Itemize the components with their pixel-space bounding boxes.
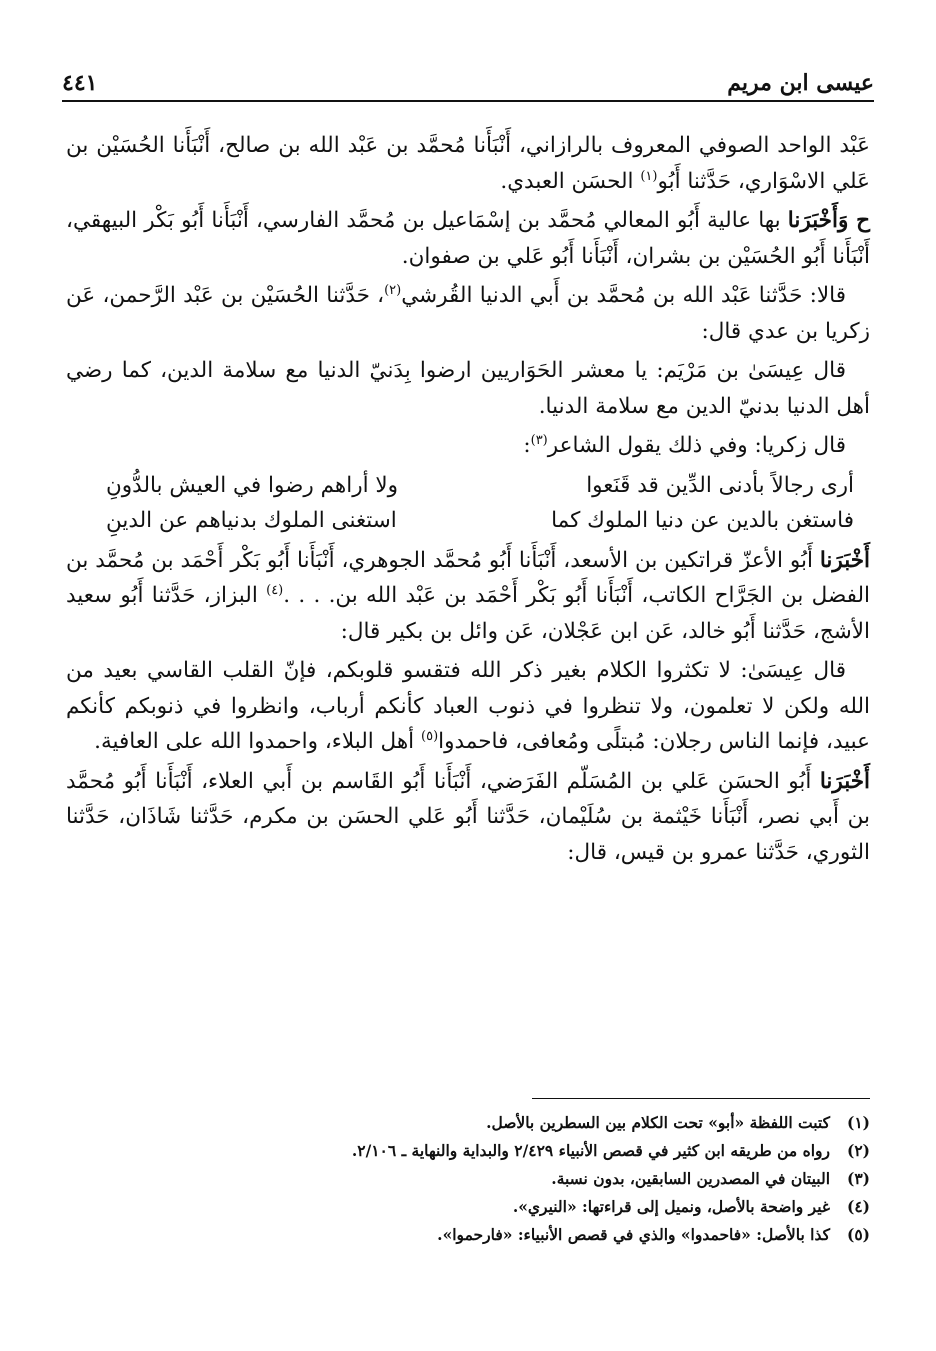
footnote [66,1221,870,1249]
footnote-number: (٢) [846,1141,870,1160]
paragraph-text: الحسَن العبدي. [500,168,641,194]
running-title: عيسى ابن مريم [727,70,874,96]
footnote-marker[interactable]: (٢) [384,282,402,298]
footnote-text: رواه من طريقه ابن كثير في قصص الأنبياء ٢/٤٢٩ والبداية والنهاية ـ ٢/١٠٦. [351,1141,830,1160]
verse-second-hemistich: استغنى الملوك بدنياهم عن الدينِ [106,508,397,533]
footnote-number: (٥) [846,1225,870,1244]
paragraph-text: أهل البلاء، واحمدوا الله على العافية. [94,729,421,754]
paragraph-4 [66,353,870,424]
paragraph-2 [66,203,870,274]
paragraph-text: قال عِيسَىٰ بن مَرْيَم: يا معشر الحَوَاريين ارضوا بِدَنيّ الدنيا مع سلامة الدين، كما رضي أهل الدنيا بدنيّ الدين مع سلامة الدنيا. [66,358,870,419]
footnote [66,1109,870,1137]
isnad-lead: ح وَأَخْبَرَنا [787,208,870,233]
footnote-rule-mask [66,1097,532,1101]
footnote [66,1193,870,1221]
paragraph-7 [66,653,870,760]
paragraph-text: عَبْد الواحد الصوفي المعروف بالرازاني، أَنْبَأَنا مُحمَّد بن عَبْد الله بن صالح، أَنْبَأَنا الحُسَيْن بن عَلي الاسْوَاري، حَدَّثنا أَبُو [66,133,870,194]
paragraph-text: قال زكريا: وفي ذلك يقول الشاعر [547,433,846,458]
main-text [66,128,870,874]
verse-first-hemistich: فاستغن بالدين عن دنيا الملوك كما [551,508,854,533]
paragraph-text: قال عِيسَىٰ: لا تكثروا الكلام بغير ذكر الله فتقسو قلوبكم، فإنّ القلب القاسي بعيد من الله ولكن لا تعلمون، ولا تنظروا في ذنوب العباد كأنكم أرباب، وانظروا في ذنوبكم كأنكم عبيد، فإنما الناس رجلان: مُبتلًى ومُعافى، فاحمدوا [66,658,870,754]
paragraph-8 [66,764,870,871]
footnote [66,1137,870,1165]
isnad-lead: أَخْبَرَنا [819,547,870,573]
paragraph-text: أَبُو الأعزّ قراتكين بن الأسعد، أَنْبَأَنا أَبُو مُحمَّد الجوهري، أَنْبَأَنا أَبُو بَكْر أَحْمَد بن مُحمَّد بن الفضل بن الجَرَّاح الكاتب، أَنْبَأَنا أَبُو بَكْر أَحْمَد بن عَبْد الله بن. . . . [66,547,870,608]
paragraph-3 [66,278,870,349]
verse-first-hemistich: أرى رجالاً بأدنى الدِّين قد قَنَعوا [586,472,854,498]
paragraph-text: بها عالية أَبُو المعالي مُحمَّد بن إسْمَاعيل بن مُحمَّد الفارسي، أَنْبَأَنا أَبُو بَكْر البيهقي، أَنْبَأَنا أَبُو الحُسَيْن بن بشران، أَنْبَأَنا أَبُو عَلي بن صفوان. [66,208,870,269]
paragraph-text: : [523,433,531,458]
footnote-marker[interactable]: (٤) [266,582,284,598]
paragraph-1 [66,128,870,199]
footnote-number: (١) [846,1113,870,1132]
footnote-text: كتبت اللفظة «أبو» تحت الكلام بين السطرين بالأصل. [486,1113,830,1132]
footnote-marker[interactable]: (١) [640,168,658,184]
paragraph-text: قالا: حَدَّثنا عَبْد الله بن مُحمَّد بن أَبي الدنيا القُرشي [401,283,846,308]
footnote [66,1165,870,1193]
footnote-marker[interactable]: (٥) [421,728,439,744]
page-number: ٤٤١ [62,70,98,96]
footnote-text: كذا بالأصل: «فاحمدوا» والذي في قصص الأنبياء: «فارحموا». [437,1225,830,1244]
footnote-marker[interactable]: (٣) [530,432,548,448]
footnote-text: البيتان في المصدرين السابقين، بدون نسبة. [551,1169,830,1188]
paragraph-text: ، حَدَّثنا الحُسَيْن بن عَبْد الرَّحمن، عَن زكريا بن عدي قال: [66,283,870,344]
footnote-text: غير واضحة بالأصل، ونميل إلى قراءتها: «النيري». [512,1197,830,1216]
verse-line [66,468,870,504]
paragraph-5 [66,428,870,464]
verse-line [66,503,870,539]
footnote-number: (٣) [846,1169,870,1188]
verse-second-hemistich: ولا أراهم رضوا في العيش بالدُّونِ [106,472,399,498]
isnad-lead: أَخْبَرَنا [819,768,870,794]
paragraph-text: البزاز، حَدَّثنا أَبُو سعيد الأشج، حَدَّثنا أَبُو خالد، عَن ابن عَجْلان، عَن وائل بن بكير قال: [66,583,870,644]
paragraph-text: أَبُو الحسَن عَلي بن المُسَلّم الفَرَضي، أَنْبَأَنا أَبُو القَاسم بن أَبي العلاء، أَنْبَأَنا أَبُو مُحمَّد بن أَبي نصر، أَنْبَأَنا خَيْثمة بن سُلَيْمان، حَدَّثنا أَبُو عَلي الحسَن بن مكرم، حَدَّثنا شَاذَان، حَدَّثنا الثوري، حَدَّثنا عمرو بن قيس، قال: [66,768,870,865]
footnote-number: (٤) [846,1197,870,1216]
paragraph-6 [66,543,870,650]
footnotes-section [66,1098,870,1249]
page-header [62,66,874,102]
